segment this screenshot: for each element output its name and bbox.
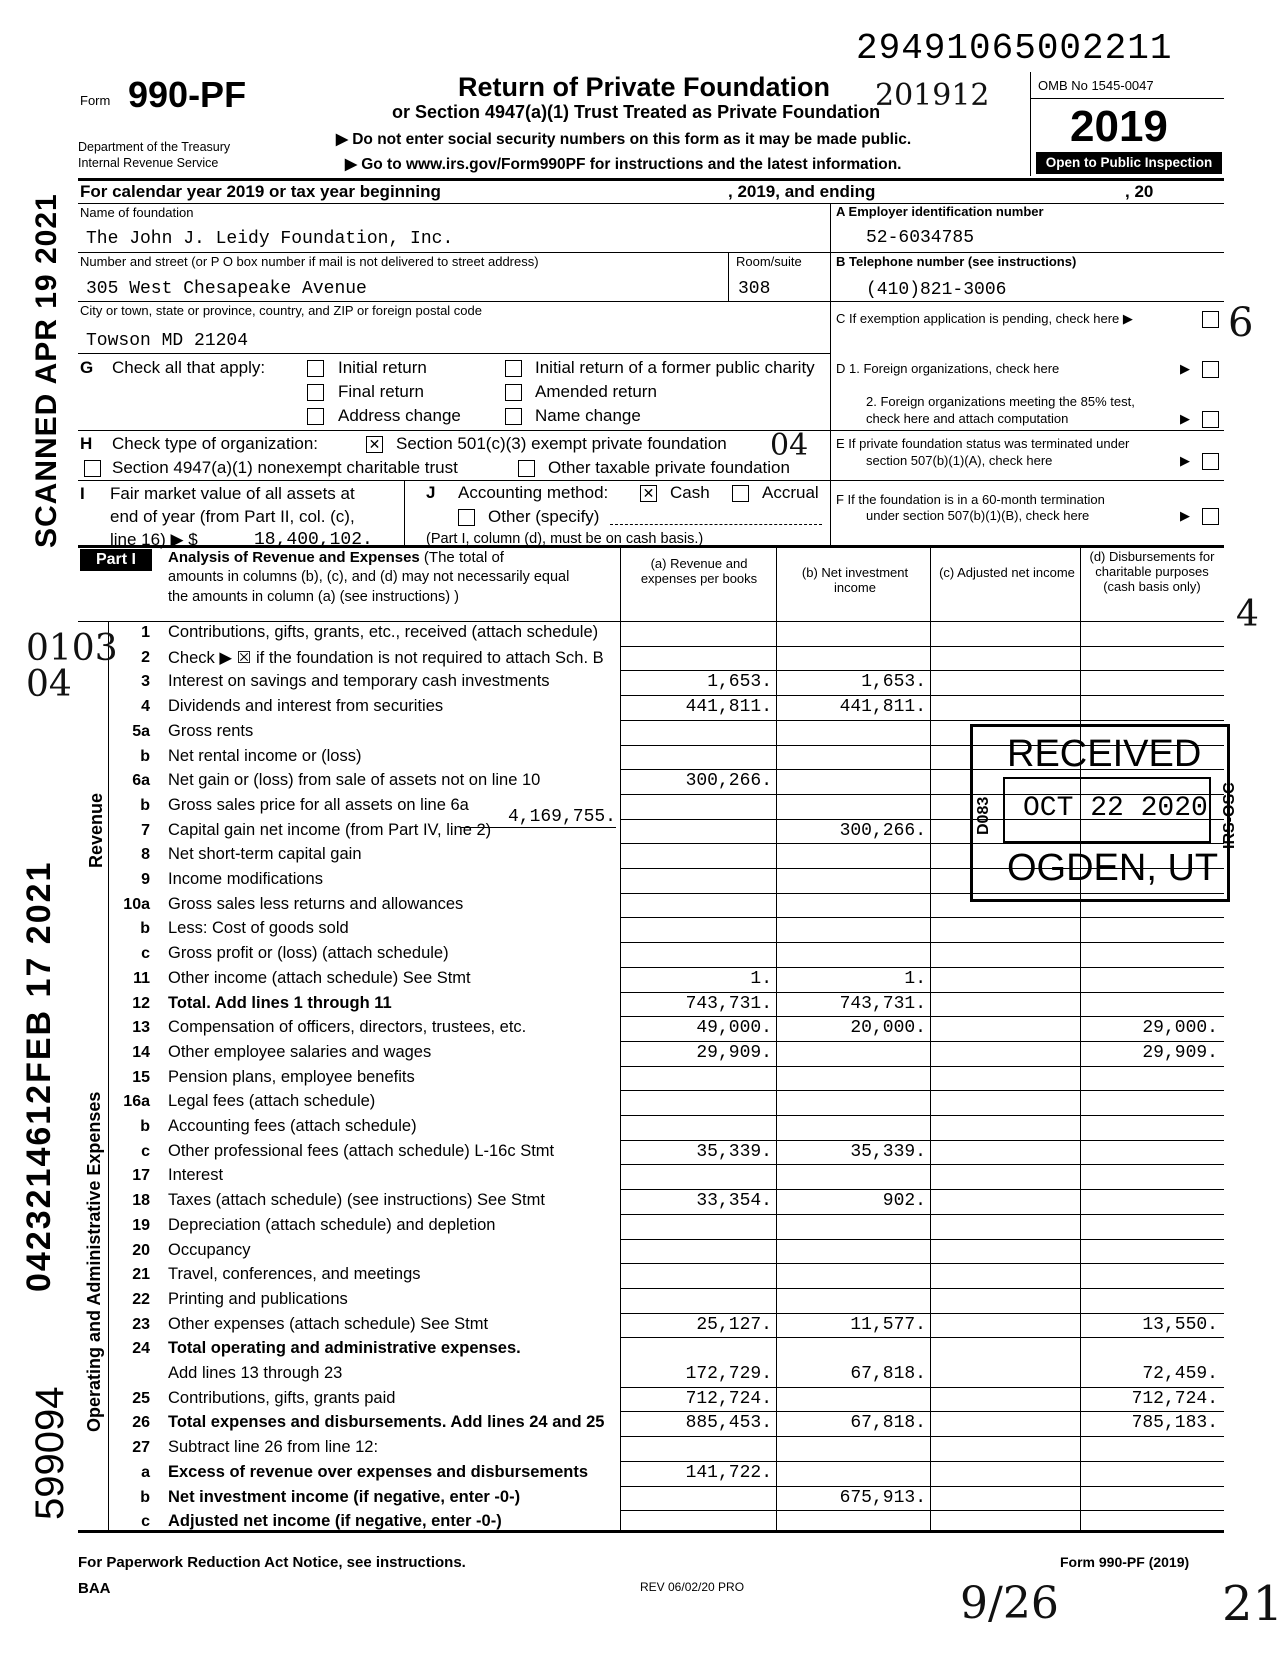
h-501c3-checkbox[interactable]: ✕ [366,436,383,453]
form-subtitle: or Section 4947(a)(1) Trust Treated as Private Foundation [392,102,881,122]
amount-col-b[interactable]: 743,731. [839,993,926,1014]
line-description: Check ▶ ☒ if the foundation is not required to attach Sch. B [168,648,604,667]
baa-label: BAA [78,1580,111,1597]
foundation-name-label: Name of foundation [80,205,194,220]
part1-title-line2: amounts in columns (b), (c), and (d) may not necessarily equal [168,569,570,585]
line-number: 9 [141,871,150,888]
amount-col-b[interactable]: 1,653. [861,672,926,693]
room-suite[interactable]: 308 [738,279,771,299]
cash-method-checkbox[interactable]: ✕ [640,485,657,502]
stamp-code: D083 [975,796,992,835]
received-stamp [970,724,1238,902]
line-number: c [141,945,150,963]
part1-title-rest: (The total of [419,549,504,566]
amount-col-d[interactable]: 29,909. [1142,1042,1218,1063]
line-description: Net rental income or (loss) [168,746,362,765]
line-number: 23 [132,1315,150,1333]
amount-col-a[interactable]: 35,339. [696,1141,772,1162]
amount-col-b[interactable]: 67,818. [850,1413,926,1434]
amount-col-d[interactable]: 72,459. [1142,1364,1218,1384]
accrual-checkbox[interactable] [732,485,749,502]
notice-instructions: ▶ Go to www.irs.gov/Form990PF for instructions and the latest information. [345,156,902,173]
line-description: Printing and publications [168,1289,348,1308]
line-number: 8 [141,846,150,864]
amount-col-a[interactable]: 49,000. [696,1018,772,1039]
line-number: 3 [141,673,150,691]
notice-ssn: ▶ Do not enter social security numbers on this form as it may be made public. [336,131,912,148]
col-d-header: (d) Disbursements for charitable purposes (cash basis only) [1089,549,1215,594]
j-cash-basis-note: (Part I, column (d), must be on cash basis.) [426,531,704,547]
address-change-checkbox[interactable] [307,408,324,425]
accrual-label: Accrual [762,483,819,502]
i-letter: I [80,484,85,503]
line-number: b [140,920,150,938]
form-title: Return of Private Foundation [458,72,831,102]
received-text: RECEIVED [1007,733,1202,775]
expenses-side-label: Operating and Administrative Expenses [84,1091,104,1432]
amount-col-a[interactable]: 743,731. [685,993,772,1014]
omb-number: OMB No 1545-0047 [1038,78,1154,93]
h-label: Check type of organization: [112,434,319,453]
dln-number: 29491065002211 [856,28,1173,69]
line-description: Contributions, gifts, grants, etc., received (attach schedule) [168,623,599,641]
phone-label: B Telephone number (see instructions) [836,254,1077,269]
line-number: 1 [141,624,150,641]
line-number: 21 [132,1266,150,1284]
dept-line2: Internal Revenue Service [78,156,219,170]
calendar-year-start: For calendar year 2019 or tax year beginning [80,182,441,201]
final-return-checkbox[interactable] [307,384,324,401]
line-number: 7 [141,821,150,839]
d2-line2: check here and attach computation [866,411,1069,426]
handwritten-code: 201912 [875,78,990,113]
paperwork-notice: For Paperwork Reduction Act Notice, see instructions. [78,1554,466,1571]
amount-col-a[interactable]: 441,811. [685,697,772,718]
line-number: 26 [132,1414,150,1432]
c-exemption-pending: C If exemption application is pending, check here ▶ [836,311,1133,326]
line-description: Add lines 13 through 23 [168,1364,343,1382]
received-date: OCT 22 2020 [1023,793,1208,824]
amount-col-a[interactable]: 29,909. [696,1042,772,1063]
line-description: Gross sales price for all assets on line 6a [168,795,469,814]
line-number: 2 [141,648,150,666]
name-change-label: Name change [535,406,641,425]
amount-col-b[interactable]: 675,913. [839,1487,926,1508]
line-number: 11 [133,969,150,987]
line-number: 15 [132,1068,150,1086]
line-number: 19 [132,1216,150,1234]
tax-year: 2019 [1070,102,1168,151]
room-label: Room/suite [736,254,802,269]
scanned-stamp: SCANNED APR 19 2021 [30,193,63,548]
line-description: Net investment income (if negative, enter -0-) [168,1487,521,1506]
amount-col-d[interactable]: 29,000. [1142,1018,1218,1039]
amount-col-b[interactable]: 1. [904,968,926,989]
amount-col-a[interactable]: 172,729. [685,1364,772,1384]
line-description: Travel, conferences, and meetings [168,1265,421,1284]
c-exemption-checkbox[interactable] [1202,311,1219,328]
fmv-value[interactable]: 18,400,102. [254,530,373,550]
calendar-year-mid: , 2019, and ending [728,182,876,201]
g-label: Check all that apply: [112,358,266,377]
e-line2: section 507(b)(1)(A), check here [866,453,1053,468]
line-description: Interest [168,1166,224,1185]
calendar-year-end: , 20 [1125,182,1154,201]
i-line3: line 16) ▶ $ [110,530,198,549]
f-line1: F If the foundation is in a 60-month termination [836,492,1105,507]
revenue-side-label: Revenue [86,792,106,868]
line-number: b [140,747,150,765]
form-reference: Form 990-PF (2019) [1060,1554,1190,1570]
line-description: Gross sales less returns and allowances [168,894,464,913]
part1-title: Analysis of Revenue and Expenses [168,549,420,566]
line-number: 18 [132,1192,150,1210]
line-number: 12 [132,994,150,1012]
line-description: Total. Add lines 1 through 11 [168,993,392,1012]
other-method-label: Other (specify) [488,507,600,526]
line-description: Other income (attach schedule) See Stmt [168,968,471,987]
h-letter: H [80,434,93,453]
line-description: Dividends and interest from securities [168,697,444,716]
line-description: Pension plans, employee benefits [168,1067,415,1086]
ein-label: A Employer identification number [836,204,1044,219]
col-a-header: (a) Revenue and expenses per books [640,556,758,586]
line6b-gross-sales[interactable]: 4,169,755. [460,807,616,828]
hand-note-6: 6 [1228,300,1254,346]
city-label: City or town, state or province, country, and ZIP or foreign postal code [80,303,482,318]
form-label: Form [80,93,111,108]
amount-col-b[interactable]: 902. [882,1191,926,1212]
dept-line1: Department of the Treasury [78,140,231,154]
line-number: 24 [132,1340,150,1358]
f-checkbox[interactable] [1202,508,1219,525]
g-letter: G [80,358,94,377]
line-description: Other employee salaries and wages [168,1042,432,1061]
line-description: Gross profit or (loss) (attach schedule) [168,944,449,963]
amount-col-a[interactable]: 25,127. [696,1314,772,1335]
h-501c3-label: Section 501(c)(3) exempt private foundation [396,434,727,453]
line-number: b [140,796,150,814]
revision-date: REV 06/02/20 PRO [640,1580,745,1594]
final-return-label: Final return [338,382,424,401]
amount-col-b[interactable]: 20,000. [850,1018,926,1039]
part1-tag: Part I [80,549,152,571]
open-inspection-badge: Open to Public Inspection [1036,152,1222,174]
line-number: 10a [123,895,150,913]
foundation-name[interactable]: The John J. Leidy Foundation, Inc. [86,229,454,249]
line-description: Other expenses (attach schedule) See Stmt [168,1314,489,1333]
hand-note-0103: 0103 [26,628,118,669]
line-description: Depreciation (attach schedule) and depletion [168,1215,496,1234]
line-description: Less: Cost of goods sold [168,919,349,938]
street-label: Number and street (or P O box number if mail is not delivered to street address) [80,254,539,269]
amount-col-b[interactable]: 441,811. [839,697,926,718]
address-change-label: Address change [338,406,461,425]
hand-note-21: 21 [1222,1576,1284,1632]
amount-col-a[interactable]: 141,722. [685,1462,772,1483]
irs-osc-text: IRS-OSC [1221,782,1238,849]
h-other-taxable-label: Other taxable private foundation [548,458,790,477]
h-4947-checkbox[interactable] [84,460,101,477]
col-c-header: (c) Adjusted net income [939,565,1075,580]
h-other-taxable-checkbox[interactable] [518,460,535,477]
name-change-checkbox[interactable] [505,408,522,425]
line-description: Subtract line 26 from line 12: [168,1438,379,1457]
form-990pf-page: 29491065002211 Form 990-PF Department of the Treasury Internal Revenue Service Return of Private Foundation 201912 or Section 4947(a)(1) Trust Treated as Private Foundation ▶ Do not enter social security numbers on this form as it may be made public. ▶ Go to www.irs.gov/Form990PF for instructions and the latest information. OMB No 1545-0047 2019 Open to Public Inspection For calendar year 2019 or tax year beginning , 2019, and ending , 20 Name of foundation The John J. Leidy Foundation, Inc. Number and street (or P O box number if mail is not delivered to street address) Room/suite 305 West Chesapeake Avenue 308 City or town, state or province, country, and ZIP or foreign postal code Towson MD 21204 A Employer identification number 52-6034785 B Telephone number (see instructions) (410)821-3006 C If exemption application is pending, check here ▶ 6 G Check all that apply: Initial return Initial return of a former public charity Final return Amended return Address change Name change D 1. Foreign organizations, check here ▶ 2. Foreign organizations meeting the 85% test, check here and attach computation ▶ E If private foundation status was terminated under section 507(b)(1)(A), check here ▶ F If the foundation is in a 60-month termination under section 507(b)(1)(B), check here ▶ H Check type of organization: ✕ Section 501(c)(3) exempt private foundation 04 Section 4947(a)(1) nonexempt charitable trust Other taxable private foundation I Fair market value of all assets at end of year (from Part II, col. (c), line 16) ▶ $ 18,400,102. J Accounting method: ✕ Cash Accrual Other (specify) (Part I, column (d), must be on cash basis.) Part I Analysis of Revenue and Expenses (The total of amounts in columns (b), (c), and (d) may not necessarily equal the amounts in column (a) (see instructions) ) (a) Revenue and expenses per books (b) Net investment income (c) Adjusted net income (d) Disbursements for charitable purposes (cash basis only) 4 1 Contributions, gifts, grants, etc., received (attach schedule) 2 Check ▶ ☒ if the foundation is not required to attach Sch. B 3 Interest on savings and temporary cash investments 1,653. 1,653. 4 Dividends and interest from securities 441,811. 441,811. 5a Gross rents b Net rental income or (loss) 6a Net gain or (loss) from sale of assets not on line 10 300,266. b Gross sales price for all assets on line 6a 7 Capital gain net income (from Part IV, line 2) 300,266. 8 Net short-term capital gain 9 Income modifications 10a Gross sales less returns and allowances b Less: Cost of goods sold c Gross profit or (loss) (attach schedule) 11 Other income (attach schedule) See Stmt 1. 1. 12 Total. Add lines 1 through 11 743,731. 743,731. 13 Compensation of officers, directors, trustees, etc. 49,000. 20,000. 29,000. 14 Other employee salaries and wages 29,909. 29,909. 15 Pension plans, employee benefits 16a Legal fees (attach schedule) b Accounting fees (attach schedule) c Other professional fees (attach schedule) L-16c Stmt 35,339. 35,339. 17 Interest 18 Taxes (attach schedule) (see instructions) See Stmt 33,354. 902. 19 Depreciation (attach schedule) and depletion 20 Occupancy 21 Travel, conferences, and meetings 22 Printing and publications 23 Other expenses (attach schedule) See Stmt 25,127. 11,577. 13,550. 24 Total operating and administrative expenses. Add lines 13 through 23 172,729. 67,818. 72,459. 25 Contributions, gifts, grants paid 712,724. 712,724. 26 Total expenses and disbursements. Add lines 24 and 25 885,453. 67,818. 785,183. 27 Subtract line 26 from line 12: a Excess of revenue over expenses and disbursements 141,722. b Net investment income (if negative, enter -0-) 675,913. c Adjusted net income (if negative, enter -0-) Revenue Operating and Administrative Expenses 4,169,755. For Paperwork Reduction Act Notice, see instructions. BAA REV 06/02/20 PRO Form 990-PF (2019) RECEIVED OCT 22 2020 D083 OGDEN, UT IRS-OSC SCANNED APR 19 2021 0423214612FEB 17 2021 0103 04 599094 9/26 21 [20,28,1284,1632]
line-number: 5a [132,722,150,740]
line-number: 17 [132,1167,150,1185]
line-description: Occupancy [168,1240,251,1259]
phone-value[interactable]: (410)821-3006 [866,280,1007,300]
initial-former-checkbox[interactable] [505,360,522,377]
hand-note-04: 04 [770,428,809,463]
line-description: Contributions, gifts, grants paid [168,1388,396,1407]
line-number: c [141,1513,150,1531]
initial-return-label: Initial return [338,358,427,377]
j-letter: J [426,483,436,502]
amount-col-d[interactable]: 785,183. [1131,1413,1218,1434]
line-description: Accounting fees (attach schedule) [168,1117,417,1135]
line-description: Gross rents [168,721,254,740]
hand-note-4: 4 [1236,594,1259,635]
f-line2: under section 507(b)(1)(B), check here [866,508,1090,523]
col-b-header: (b) Net investment income [801,565,909,595]
cash-label: Cash [670,483,710,502]
line-number: 25 [132,1389,150,1407]
e-line1: E If private foundation status was terminated under [836,436,1130,451]
ein-value[interactable]: 52-6034785 [866,228,975,248]
amended-return-checkbox[interactable] [505,384,522,401]
i-line1: Fair market value of all assets at [110,484,355,503]
amount-col-a[interactable]: 1. [750,968,772,989]
line-number: b [140,1488,150,1506]
initial-return-checkbox[interactable] [307,360,324,377]
d1-foreign-orgs: D 1. Foreign organizations, check here [836,361,1060,376]
line-description: Net gain or (loss) from sale of assets not on line 10 [168,771,541,790]
amount-col-a[interactable]: 300,266. [685,771,772,792]
hand-note-04-left: 04 [26,664,72,705]
ogden-text: OGDEN, UT [1007,847,1219,889]
line-description: Adjusted net income (if negative, enter -0-) [168,1512,502,1531]
line-number: 27 [132,1439,150,1457]
d2-checkbox[interactable] [1202,411,1219,428]
j-label: Accounting method: [458,483,609,502]
line-description: Other professional fees (attach schedule) L-16c Stmt [168,1141,555,1160]
amount-col-a[interactable]: 33,354. [696,1191,772,1212]
line-description: Capital gain net income (from Part IV, line 2) [168,820,492,839]
line-number: 14 [132,1043,150,1061]
line-number: 22 [132,1290,150,1308]
line-number: 13 [132,1019,150,1037]
initial-former-label: Initial return of a former public charity [535,358,815,377]
amount-col-a[interactable]: 712,724. [685,1388,772,1409]
amount-col-b[interactable]: 35,339. [850,1141,926,1162]
side-dln-stamp: 0423214612FEB 17 2021 [20,860,58,1292]
part1-title-line3: the amounts in column (a) (see instructions) ) [168,589,459,605]
amount-col-b[interactable]: 300,266. [839,820,926,841]
h-4947-label: Section 4947(a)(1) nonexempt charitable trust [112,458,458,477]
e-checkbox[interactable] [1202,453,1219,470]
line-description: Interest on savings and temporary cash investments [168,672,550,691]
line-description: Taxes (attach schedule) (see instructions) See Stmt [168,1191,545,1210]
line-number: 6a [132,772,150,790]
line-description: Total operating and administrative expenses. [168,1339,521,1358]
i-line2: end of year (from Part II, col. (c), [110,507,355,526]
line-number: 4 [141,698,150,716]
d2-line1: 2. Foreign organizations meeting the 85% test, [866,394,1135,409]
city-state-zip[interactable]: Towson MD 21204 [86,331,249,351]
line-description: Excess of revenue over expenses and disbursements [168,1462,589,1481]
line-number: c [141,1142,150,1160]
d1-checkbox[interactable] [1202,361,1219,378]
amended-return-label: Amended return [535,382,657,401]
other-method-checkbox[interactable] [458,509,475,526]
line-description: Income modifications [168,870,323,888]
amount-col-d[interactable]: 712,724. [1131,1388,1218,1409]
line-description: Total expenses and disbursements. Add lines 24 and 25 [168,1413,605,1432]
amount-col-a[interactable]: 885,453. [685,1413,772,1434]
form-number: 990-PF [128,74,247,115]
line-description: Legal fees (attach schedule) [168,1092,376,1111]
line-number: a [141,1463,150,1481]
line-number: 20 [132,1241,150,1259]
line-description: Compensation of officers, directors, trustees, etc. [168,1018,527,1037]
street-address[interactable]: 305 West Chesapeake Avenue [86,279,367,299]
amount-col-b[interactable]: 67,818. [850,1364,926,1384]
amount-col-d[interactable]: 13,550. [1142,1314,1218,1335]
hand-note-side-number: 599094 [28,1386,72,1520]
amount-col-b[interactable]: 11,577. [850,1314,926,1335]
line-number: b [140,1118,150,1135]
line-number: 16a [123,1093,150,1111]
hand-note-926: 9/26 [960,1578,1059,1629]
amount-col-a[interactable]: 1,653. [707,672,772,693]
line-description: Net short-term capital gain [168,845,362,864]
